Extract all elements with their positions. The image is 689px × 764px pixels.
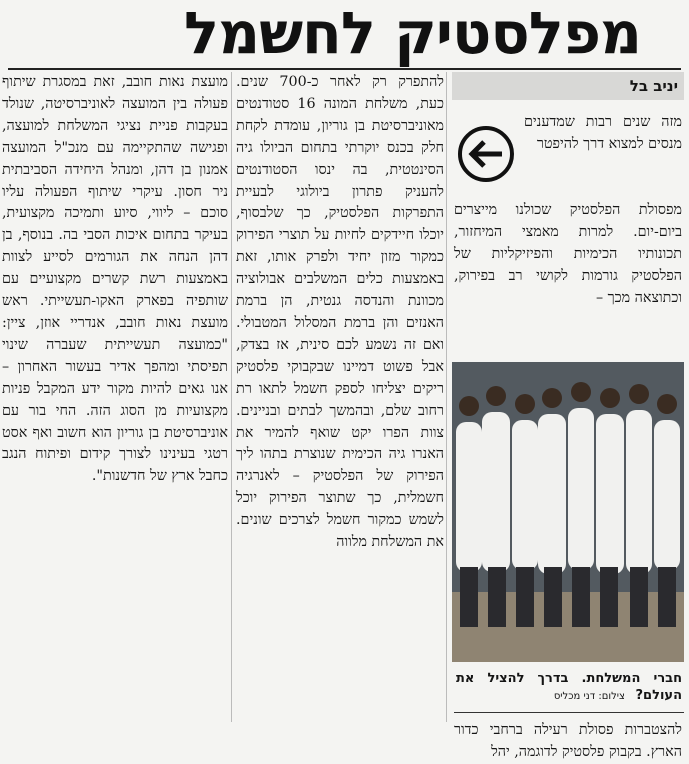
photo-credit: צילום: דני מכליס (553, 691, 625, 702)
intro-text: מזה שנים רבות שמדענים מנסים למצוא דרך להיפטר (524, 114, 682, 152)
top-rule (8, 68, 681, 70)
left-column (2, 72, 228, 722)
author-byline: יניב בל (452, 72, 684, 100)
photo-caption (456, 670, 682, 705)
middle-column (236, 72, 444, 722)
right-column (452, 72, 684, 760)
intro-continuation: מפסולת הפלסטיק שכולנו מייצרים ביום-יום. למרות מאמצי המיחזור, תכונותיו הכימיות והפיזיקליות של הפלסטיק גורמות לקושי רב בפירוק, וכתוצאה מכך – (454, 202, 682, 306)
caption-text: חברי המשלחת. בדרך להציל את העולם? (456, 671, 682, 703)
left-column-text: מועצת נאות חובב, זאת במסגרת שיתוף פעולה בין המועצה לאוניברסיטה, שנולד בעקבות פניית נציגי המשלחת למועצה, ופגישה שהתקיימה עם מנכ"ל המועצה אמנון בן דהן, ומנהל היחידה הסביבתית ניר חסון. עיקרי שיתוף הפעולה עליו סוכם – ליווי, סיוע ותמיכה מקצועית, בעיקר בתחום איכות הסבי בה. בנוסף, בן דהן הנחה את הגורמים לסייע לצוות באמצעות רשת קשרים מקצועיים עם שותפיה בפארק האקו-תעשייתי. ראש מועצת נאות חובב, אנדריי אוזן, ציין: "כמועצה תעשייתית שעברה שינוי תפיסתי ומהפך אדיר בעשור האחרון – אנו גאים להיות מקור ידע המקבל פניות מקצועיות מן הסוג הזה. החי בור עם אוניברסיטת בן גוריון הוא חשוב ואף אסט רטגי בעינינו לצורך קידום ופיתוח הנגב כחבל ארץ של חדשנות". (2, 74, 228, 485)
team-photo (452, 362, 684, 662)
caption-rule (454, 712, 684, 713)
arrow-left-icon (458, 126, 514, 182)
outro-text: להצטברות פסולת רעילה ברחבי כדור הארץ. בקבוק פלסטיק לדוגמה, יהל (454, 722, 682, 760)
column-divider (231, 72, 232, 722)
middle-column-text: להתפרק רק לאחר כ-700 שנים. כעת, משלחת המונה 16 סטודנטים מאוניברסיטת בן גוריון, עומדת לקחת חלק בכנס יוקרתי בתחום הביולו גיה הסינטטית, בה ינסו הסטודנטים להעניק פתרון ביולוגי לבעיית התפרקות הפלסטיק, כך שלבסוף, יוכלו חיידקים לחיות על תוצרי הפירוק כמקור מזון יחיד ולפרק אותו, זאת באמצעות כלים המשלבים אבולוציה מכוונת והנדסה גנטית, הן ברמת האנזים והן ברמת המסלול המטבולי. ואם זה נשמע לכם סינית, אז בצדק, אבל פשוט דמיינו שבקבוקי פלסטיק ריקים יצליחו לספק חשמל לתאו רת רחוב שלם, ובהמשך לבתים ובניינים. צוות הפרו יקט שואף להמיר את האנרו גיה הכימית שנוצרת בתהו ליך הפירוק של הפלסטיק – לאנרגיה חשמלית, כך שתוצר הפירוק יוכל לשמש כמקור חשמל לצרכים שונים. את המשלחת מלווה (236, 74, 444, 551)
column-divider (446, 72, 447, 722)
headline: מפלסטיק לחשמל (184, 0, 641, 67)
